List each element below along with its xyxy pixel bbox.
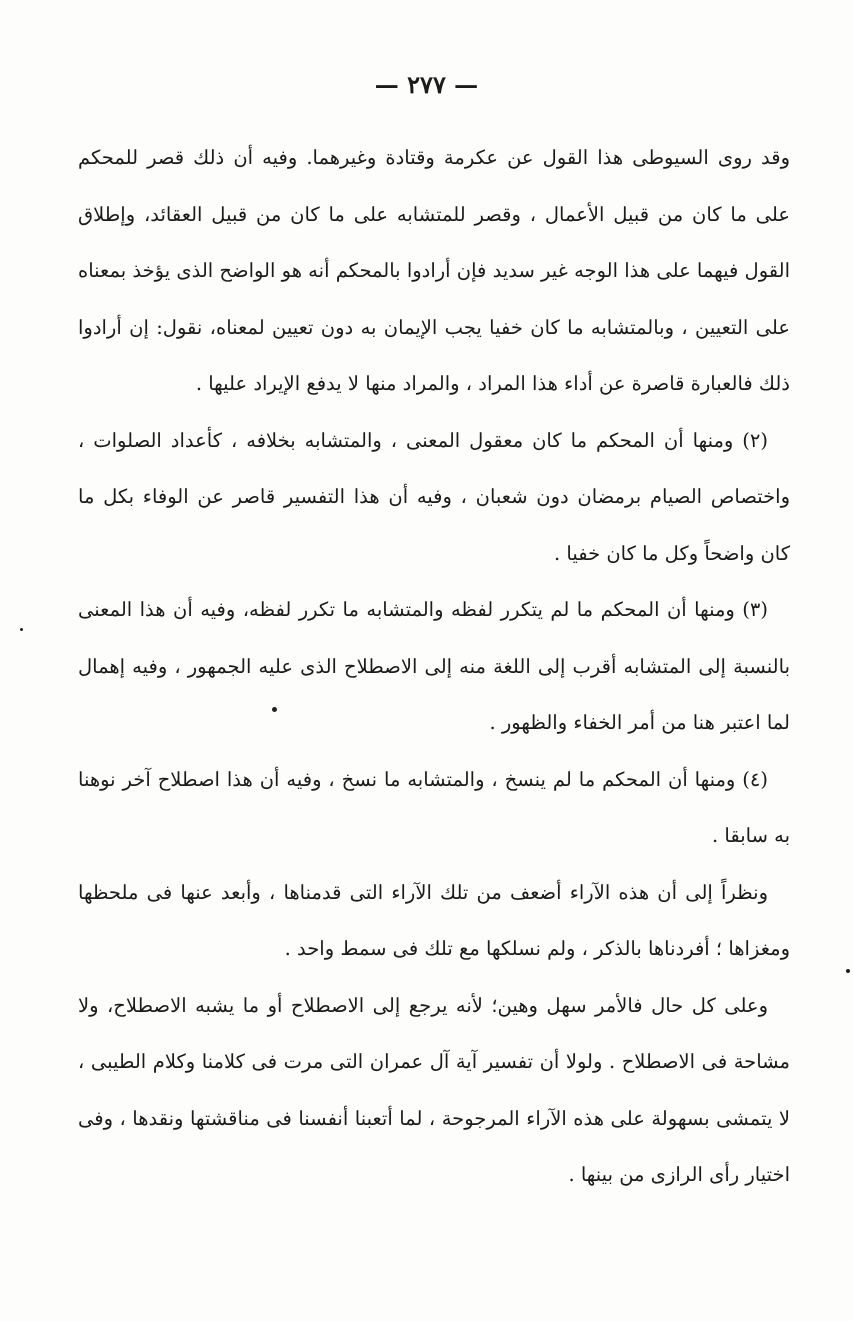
body-text <box>78 130 790 1204</box>
paragraph-2: (٢) ومنها أن المحكم ما كان معقول المعنى ، والمتشابه بخلافه ، كأعداد الصلوات ، واختصاص الصيام برمضان دون شعبان ، وفيه أن هذا التفسير قاصر عن الوفاء بكل ما كان واضحاً وكل ما كان خفيا . <box>78 428 790 565</box>
print-speck <box>272 707 277 712</box>
paragraph-1: وقد روى السيوطى هذا القول عن عكرمة وقتادة وغيرهما. وفيه أن ذلك قصر للمحكم على ما كان من قبيل الأعمال ، وقصر للمتشابه على ما كان من قبيل العقائد، وإطلاق القول فيهما على هذا الوجه غير سديد فإن أرادوا بالمحكم أنه هو الواضح الذى يؤخذ بمعناه على التعيين ، وبالمتشابه ما كان خفيا يجب الإيمان به دون تعيين لمعناه، نقول: إن أرادوا ذلك فالعبارة قاصرة عن أداء هذا المراد ، والمراد منها لا يدفع الإيراد عليها . <box>78 146 790 395</box>
print-speck <box>846 969 850 973</box>
paragraph-5: ونظراً إلى أن هذه الآراء أضعف من تلك الآراء التى قدمناها ، وأبعد عنها فى ملحظها ومغزاها ؛ أفردناها بالذكر ، ولم نسلكها مع تلك فى سمط واحد . <box>78 880 790 960</box>
paragraph-6: وعلى كل حال فالأمر سهل وهين؛ لأنه يرجع إلى الاصطلاح أو ما يشبه الاصطلاح، ولا مشاحة فى الاصطلاح . ولولا أن تفسير آية آل عمران التى مرت فى كلامنا وكلام الطيبى ، لا يتمشى بسهولة على هذه الآراء المرجوحة ، لما أتعبنا أنفسنا فى مناقشتها ونقدها ، وفى اختيار رأى الرازى من بينها . <box>78 993 790 1186</box>
paragraph-4: (٤) ومنها أن المحكم ما لم ينسخ ، والمتشابه ما نسخ ، وفيه أن هذا اصطلاح آخر نوهنا به سابقا . <box>78 767 790 847</box>
paragraph-3: (٣) ومنها أن المحكم ما لم يتكرر لفظه والمتشابه ما تكرر لفظه، وفيه أن هذا المعنى بالنسبة إلى المتشابه أقرب إلى اللغة منه إلى الاصطلاح الذى عليه الجمهور ، وفيه إهمال لما اعتبر هنا من أمر الخفاء والظهور . <box>78 598 790 734</box>
print-speck <box>20 628 23 631</box>
page-number: — ٢٧٧ — <box>374 70 479 99</box>
